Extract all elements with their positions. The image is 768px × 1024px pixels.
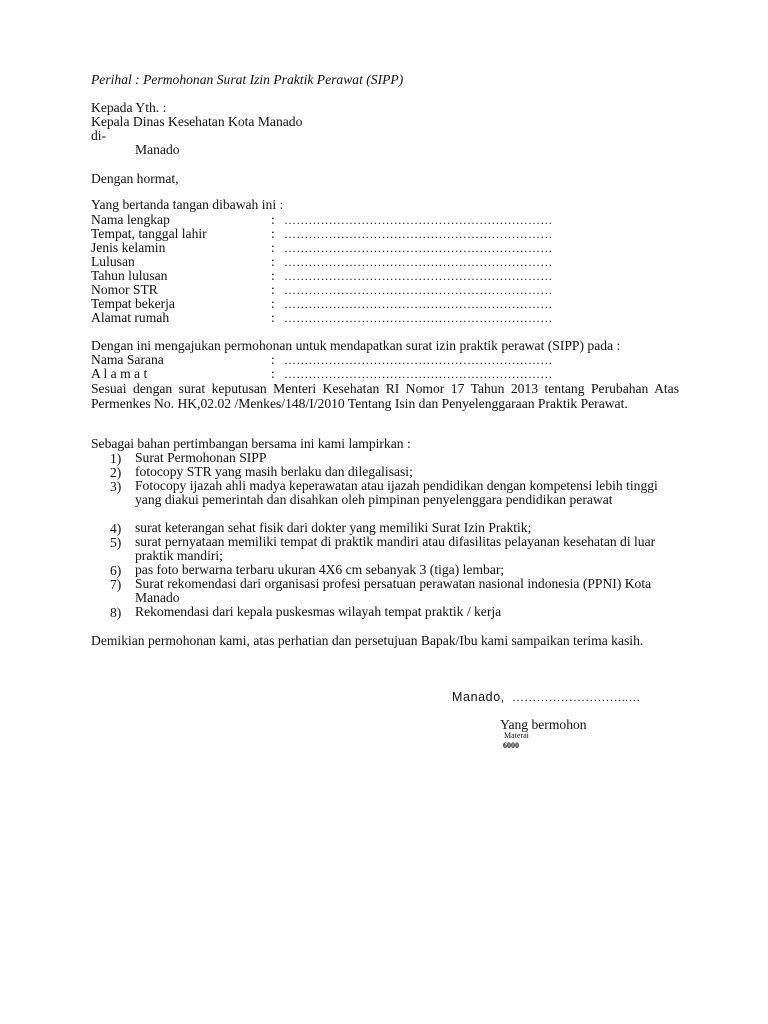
field-label-tahun-lulusan: Tahun lulusan: [91, 268, 168, 283]
field-label-tempat-bekerja: Tempat bekerja: [91, 296, 175, 311]
legal-basis-paragraph: Sesuai dengan surat keputusan Menteri Kesehatan RI Nomor 17 Tahun 2013 tentang Perubahan Atas Permenkes No. HK,02.02 /Menkes/148/I/2010 Tentang Isin dan Penyelenggaraan Praktik Perawat.: [91, 381, 679, 411]
intro-line: Yang bertanda tangan dibawah ini :: [91, 197, 284, 212]
field-blank-tempat-bekerja: …………………………………………………………: [284, 297, 553, 311]
signature-label: Yang bermohon: [500, 717, 587, 732]
attachment-number: 6): [110, 563, 122, 578]
field-colon: :: [271, 296, 275, 311]
field-colon: :: [271, 310, 275, 325]
attachment-number: 3): [110, 479, 122, 494]
recipient-di: di-: [91, 128, 107, 143]
recipient-name: Kepala Dinas Kesehatan Kota Manado: [91, 114, 303, 129]
field-colon: :: [271, 366, 275, 381]
facility-label-nama-sarana: Nama Sarana: [91, 352, 164, 367]
field-blank-alamat-rumah: …………………………………………………………: [284, 311, 553, 325]
field-label-nama: Nama lengkap: [91, 212, 170, 227]
place-city: Manado,: [452, 690, 505, 704]
attachment-number: 4): [110, 521, 122, 536]
attachment-item: Surat rekomendasi dari organisasi profesi persatuan perawatan nasional indonesia (PPNI) Kota Manado: [135, 576, 652, 605]
attachment-number: 1): [110, 451, 122, 466]
stamp-label: Materai: [504, 731, 529, 740]
field-blank-ttl: …………………………………………………………: [284, 227, 553, 241]
facility-blank-nama-sarana: …………………………………………………………: [284, 353, 553, 367]
field-colon: :: [271, 282, 275, 297]
attachment-item: Rekomendasi dari kepala puskesmas wilayah tempat praktik / kerja: [135, 604, 502, 619]
recipient-salutation: Kepada Yth. :: [91, 100, 167, 115]
attachments-intro: Sebagai bahan pertimbangan bersama ini kami lampirkan :: [91, 436, 411, 451]
field-blank-nomor-str: …………………………………………………………: [284, 283, 553, 297]
field-label-nomor-str: Nomor STR: [91, 282, 158, 297]
attachment-item: surat keterangan sehat fisik dari dokter yang memiliki Surat Izin Praktik;: [135, 520, 532, 535]
attachment-item: Surat Permohonan SIPP: [135, 450, 267, 465]
attachment-item: Fotocopy ijazah ahli madya keperawatan atau ijazah pendidikan dengan kompetensi lebih tinggi yang diakui pemerintah dan disahkan oleh pimpinan penyelenggara pendidikan perawat: [135, 478, 658, 507]
attachment-number: 5): [110, 535, 122, 550]
field-blank-lulusan: …………………………………………………………: [284, 255, 553, 269]
facility-label-alamat: A l a m a t: [91, 366, 148, 381]
stamp-value: 6000: [503, 741, 519, 750]
attachment-number: 8): [110, 605, 122, 620]
subject-line: Perihal : Permohonan Surat Izin Praktik Perawat (SIPP): [91, 72, 404, 87]
request-line: Dengan ini mengajukan permohonan untuk mendapatkan surat izin praktik perawat (SIPP) pada :: [91, 338, 621, 353]
greeting: Dengan hormat,: [91, 171, 179, 186]
recipient-city: Manado: [135, 142, 180, 157]
field-colon: :: [271, 240, 275, 255]
date-blank: ………………………..…: [512, 690, 641, 704]
field-colon: :: [271, 226, 275, 241]
field-colon: :: [271, 212, 275, 227]
field-label-alamat-rumah: Alamat rumah: [91, 310, 170, 325]
attachment-item: fotocopy STR yang masih berlaku dan dilegalisasi;: [135, 464, 413, 479]
field-label-ttl: Tempat, tanggal lahir: [91, 226, 207, 241]
attachment-item: pas foto berwarna terbaru ukuran 4X6 cm sebanyak 3 (tiga) lembar;: [135, 562, 505, 577]
attachment-number: 2): [110, 465, 122, 480]
field-blank-nama: …………………………………………………………: [284, 213, 553, 227]
attachment-number: 7): [110, 577, 122, 592]
facility-blank-alamat: …………………………………………………………: [284, 367, 553, 381]
field-colon: :: [271, 254, 275, 269]
field-label-jenis-kelamin: Jenis kelamin: [91, 240, 166, 255]
field-label-lulusan: Lulusan: [91, 254, 135, 269]
field-blank-jenis-kelamin: …………………………………………………………: [284, 241, 553, 255]
field-blank-tahun-lulusan: …………………………………………………………: [284, 269, 553, 283]
attachment-item: surat pernyataan memiliki tempat di praktik mandiri atau difasilitas pelayanan kesehatan di luar praktik mandiri;: [135, 534, 656, 563]
closing-paragraph: Demikian permohonan kami, atas perhatian dan persetujuan Bapak/Ibu kami sampaikan terima kasih.: [91, 633, 644, 648]
field-colon: :: [271, 268, 275, 283]
field-colon: :: [271, 352, 275, 367]
